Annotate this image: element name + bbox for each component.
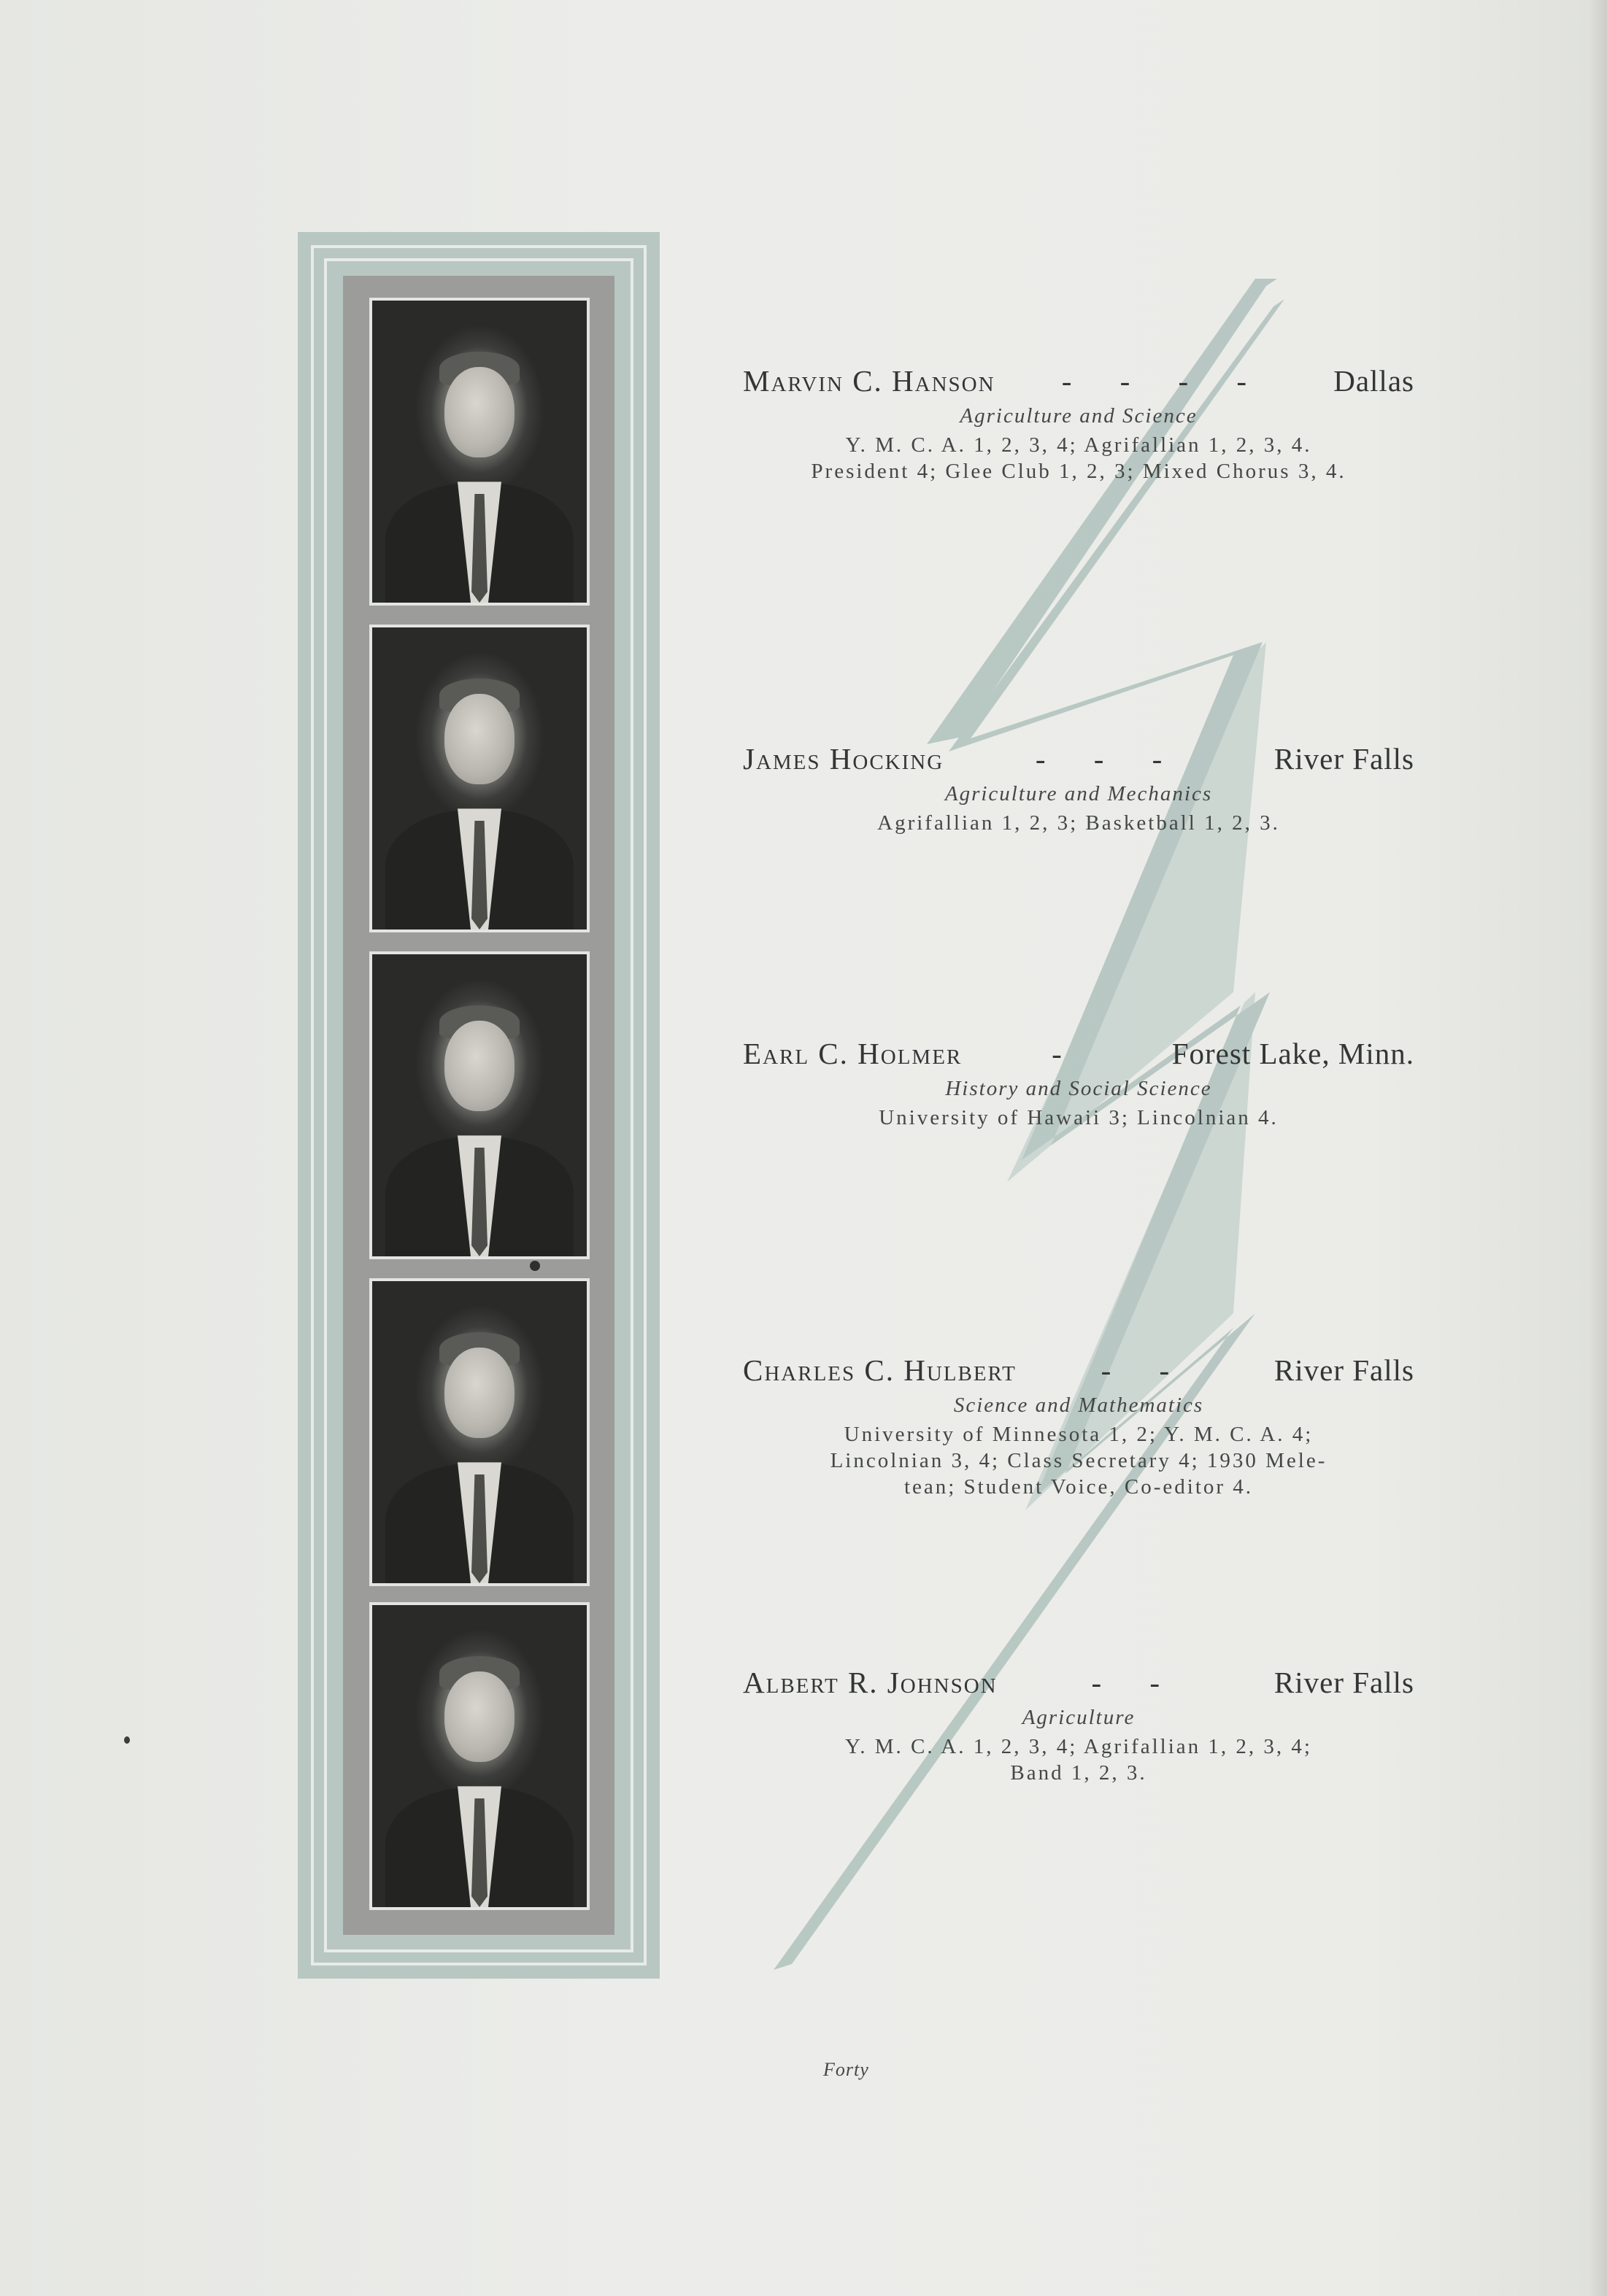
student-name: Marvin C. Hanson bbox=[743, 364, 995, 398]
leader-dashes: - - bbox=[1101, 1353, 1190, 1387]
student-entry bbox=[743, 1666, 1414, 1786]
student-photo-holmer bbox=[369, 951, 590, 1259]
ink-speck bbox=[530, 1261, 540, 1271]
student-activities: Y. M. C. A. 1, 2, 3, 4; Agrifallian 1, 2, 3, 4; Band 1, 2, 3. bbox=[845, 1734, 1312, 1785]
student-course: Agriculture and Science bbox=[960, 404, 1198, 428]
name-line bbox=[743, 1354, 1414, 1387]
student-name: Earl C. Holmer bbox=[743, 1037, 963, 1070]
leader-dashes: - - - - bbox=[1061, 364, 1268, 398]
student-name: Albert R. Johnson bbox=[743, 1666, 998, 1699]
name-line bbox=[743, 365, 1414, 398]
photo-face bbox=[444, 367, 515, 457]
student-photo-hanson bbox=[369, 298, 590, 606]
student-hometown: River Falls bbox=[1273, 1353, 1414, 1387]
student-activities: Y. M. C. A. 1, 2, 3, 4; Agrifallian 1, 2, 3, 4. President 4; Glee Club 1, 2, 3; Mixed Chorus 3, 4. bbox=[811, 433, 1346, 484]
student-course: Agriculture and Mechanics bbox=[944, 782, 1213, 806]
student-hometown: Dallas bbox=[1333, 364, 1414, 398]
student-name: Charles C. Hulbert bbox=[743, 1353, 1017, 1387]
photo-face bbox=[444, 694, 515, 784]
name-line bbox=[743, 743, 1414, 776]
student-entry bbox=[743, 1354, 1414, 1501]
student-entry bbox=[743, 1037, 1414, 1131]
name-line bbox=[743, 1666, 1414, 1699]
student-activities: University of Hawaii 3; Lincolnian 4. bbox=[879, 1105, 1279, 1129]
student-photo-hocking bbox=[369, 625, 590, 932]
student-course: Agriculture bbox=[1022, 1706, 1136, 1730]
student-entry bbox=[743, 365, 1414, 484]
photo-face bbox=[444, 1021, 515, 1111]
leader-dashes: - bbox=[1052, 1037, 1082, 1070]
student-activities: Agrifallian 1, 2, 3; Basketball 1, 2, 3. bbox=[877, 811, 1280, 835]
student-entry bbox=[743, 743, 1414, 836]
leader-dashes: - - - bbox=[1035, 742, 1183, 776]
student-hometown: River Falls bbox=[1273, 742, 1414, 776]
leader-dashes: - - bbox=[1091, 1666, 1181, 1699]
name-line bbox=[743, 1037, 1414, 1070]
photo-face bbox=[444, 1671, 515, 1762]
student-photo-johnson bbox=[369, 1602, 590, 1910]
student-hometown: River Falls bbox=[1273, 1666, 1414, 1699]
student-photo-hulbert bbox=[369, 1278, 590, 1586]
student-activities: University of Minnesota 1, 2; Y. M. C. A. 4; Lincolnian 3, 4; Class Secretary 4; 1930 Mele- tean; Student Voice, Co-editor 4. bbox=[830, 1422, 1327, 1499]
photo-face bbox=[444, 1348, 515, 1438]
page-number: Forty bbox=[823, 2059, 869, 2080]
student-hometown: Forest Lake, Minn. bbox=[1171, 1037, 1414, 1070]
student-course: Science and Mathematics bbox=[953, 1394, 1204, 1418]
ink-speck bbox=[124, 1736, 130, 1744]
student-name: James Hocking bbox=[743, 742, 944, 776]
student-course: History and Social Science bbox=[945, 1077, 1212, 1101]
